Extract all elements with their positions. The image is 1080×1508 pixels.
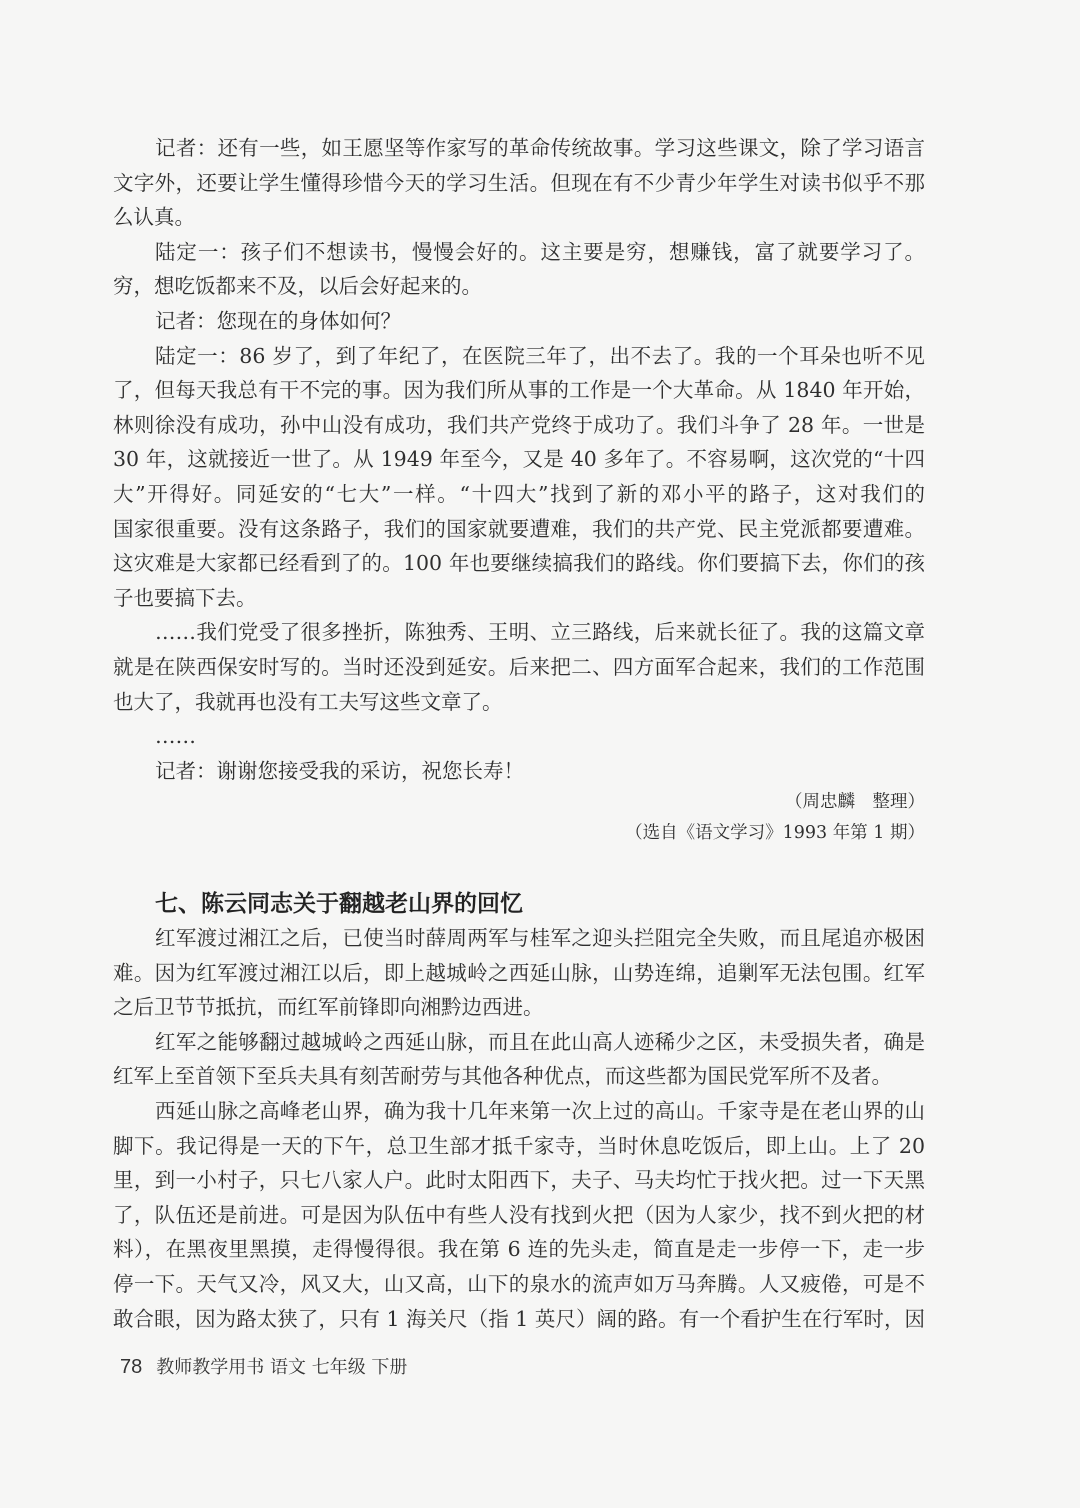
page-number: 78 — [120, 1356, 143, 1378]
text-line: 陆定一：孩子们不想读书，慢慢会好的。这主要是穷，想赚钱，富了就要学习了。 — [155, 239, 925, 264]
text-line: 脚下。我记得是一天的下午，总卫生部才抵千家寺，当时休息吃饭后，即上山。上了 20 — [113, 1133, 925, 1158]
section-text — [113, 921, 925, 1336]
text-line: 陆定一：86 岁了，到了年纪了，在医院三年了，出不去了。我的一个耳朵也听不见 — [155, 343, 925, 368]
text-line: 就是在陕西保安时写的。当时还没到延安。后来把二、四方面军合起来，我们的工作范围 — [113, 654, 925, 679]
text-line: 记者：您现在的身体如何？ — [155, 308, 401, 333]
interview-text — [113, 131, 925, 788]
text-line: 料），在黑夜里黑摸，走得慢得很。我在第 6 连的先头走，简直是走一步停一下，走一步 — [113, 1237, 925, 1262]
source-citation: （选自《语文学习》1993 年第 1 期） — [625, 823, 925, 843]
text-line: 记者：还有一些，如王愿坚等作家写的革命传统故事。学习这些课文，除了学习语言 — [155, 136, 925, 160]
page-footer — [120, 1353, 407, 1379]
text-line: 西延山脉之高峰老山界，确为我十几年来第一次上过的高山。千家寺是在老山界的山 — [155, 1098, 925, 1123]
text-line: 停一下。天气又冷，风又大，山又高，山下的泉水的流声如万马奔腾。人又疲倦，可是不 — [113, 1271, 925, 1296]
text-line: 红军之能够翻过越城岭之西延山脉，而且在此山高人迹稀少之区，未受损失者，确是 — [155, 1029, 925, 1054]
text-line: 难。因为红军渡过湘江以后，即上越城岭之西延山脉，山势连绵，追剿军无法包围。红军 — [113, 960, 925, 985]
text-line: 林则徐没有成功，孙中山没有成功，我们共产党终于成功了。我们斗争了 28 年。一世是 — [113, 412, 925, 437]
text-line: ……我们党受了很多挫折，陈独秀、王明、立三路线，后来就长征了。我的这篇文章 — [155, 620, 925, 645]
text-line: 敢合眼，因为路太狭了，只有 1 海关尺（指 1 英尺）阔的路。有一个看护生在行军时，因 — [113, 1306, 925, 1331]
text-line: 穷，想吃饭都来不及，以后会好起来的。 — [113, 274, 482, 299]
text-line: 国家很重要。没有这条路子，我们的国家就要遭难，我们的共产党、民主党派都要遭难。 — [113, 516, 925, 541]
text-line: 红军上至首领下至兵夫具有刻苦耐劳与其他各种优点，而这些都为国民党军所不及者。 — [113, 1064, 892, 1089]
text-line: 文字外，还要让学生懂得珍惜今天的学习生活。但现在有不少青少年学生对读书似乎不那 — [113, 170, 925, 195]
text-line: 也大了，我就再也没有工夫写这些文章了。 — [113, 689, 503, 714]
attribution — [113, 787, 925, 849]
text-line: 里，到一小村子，只七八家人户。此时太阳西下，夫子、马夫均忙于找火把。过一下天黑 — [113, 1168, 925, 1193]
book-title: 教师教学用书 语文 七年级 下册 — [156, 1357, 408, 1378]
text-line: 子也要搞下去。 — [113, 585, 257, 610]
text-line: 记者：谢谢您接受我的采访，祝您长寿！ — [155, 758, 524, 783]
text-line: 了，队伍还是前进。可是因为队伍中有些人没有找到火把（因为人家少，找不到火把的材 — [113, 1202, 925, 1227]
text-line: 这灾难是大家都已经看到了的。100 年也要继续搞我们的路线。你们要搞下去，你们的孩 — [113, 551, 925, 576]
text-line: 大”开得好。同延安的“七大”一样。“十四大”找到了新的邓小平的路子，这对我们的 — [113, 481, 925, 506]
text-line: 么认真。 — [113, 205, 195, 230]
text-line: …… — [155, 724, 196, 749]
text-line: 30 年，这就接近一世了。从 1949 年至今，又是 40 多年了。不容易啊，这次党的“十四 — [113, 447, 925, 472]
editor-credit: （周忠麟 整理） — [785, 792, 925, 812]
section-heading: 七、陈云同志关于翻越老山界的回忆 — [155, 891, 523, 917]
text-line: 了，但每天我总有干不完的事。因为我们所从事的工作是一个大革命。从 1840 年开始， — [113, 378, 925, 403]
text-line: 之后卫节节抵抗，而红军前锋即向湘黔边西进。 — [113, 995, 544, 1020]
text-line: 红军渡过湘江之后，已使当时薛周两军与桂军之迎头拦阻完全失败，而且尾追亦极困 — [155, 926, 925, 950]
